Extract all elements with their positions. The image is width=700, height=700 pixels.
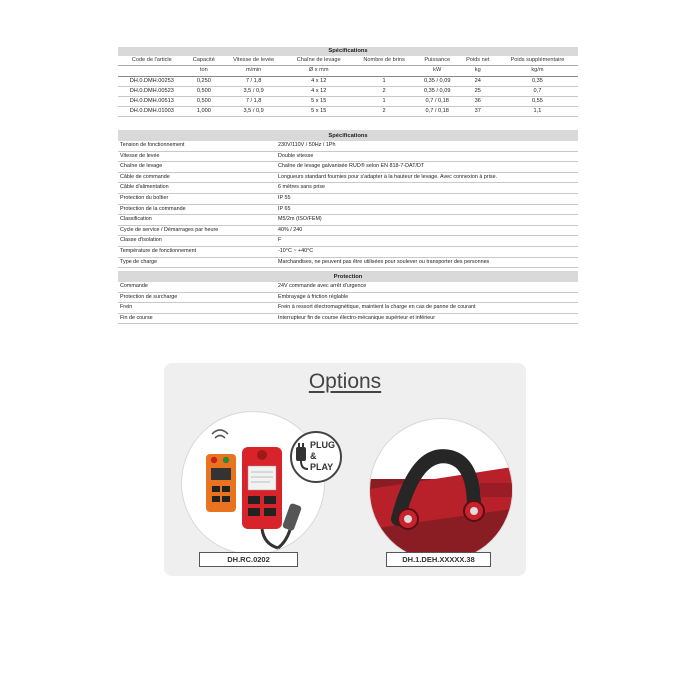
option-code-chain-guide: DH.1.DEH.XXXXX.38 <box>386 552 491 567</box>
row-value: -10°C ~ +40°C <box>276 246 578 257</box>
table-cell: 0,7 / 0,18 <box>416 97 459 107</box>
row-value: 230V/110V / 50Hz / 1Ph <box>276 141 578 151</box>
table-cell: 1,1 <box>497 107 578 117</box>
table-cell: 7 / 1,8 <box>222 76 285 86</box>
unit-cell: m/min <box>222 66 285 76</box>
table-row <box>118 183 578 194</box>
row-value: Longueurs standard fournies pour s'adapter à la hauteur de levage. Avec connexion à prise. <box>276 172 578 183</box>
table-row <box>118 141 578 151</box>
table-cell: 2 <box>352 86 416 96</box>
chain-guide-illustration <box>370 419 512 561</box>
table-row <box>118 282 578 292</box>
row-value: M5/2m (ISO/FEM) <box>276 215 578 226</box>
table-row <box>118 303 578 314</box>
table-row <box>118 292 578 303</box>
table-row <box>118 97 578 107</box>
unit-cell <box>352 66 416 76</box>
unit-cell: ton <box>186 66 223 76</box>
specs-table-title: Spécifications <box>118 47 578 56</box>
table-row <box>118 225 578 236</box>
table-cell: 0,35 / 0,09 <box>416 86 459 96</box>
specs-table <box>118 47 578 117</box>
table-row <box>118 107 578 117</box>
table-cell: 0,500 <box>186 97 223 107</box>
table-row <box>118 172 578 183</box>
wifi-signal-icon <box>212 430 228 438</box>
row-label: Fin de course <box>118 313 276 324</box>
col-header: Poids supplémentaire <box>497 56 578 66</box>
table-cell: 25 <box>459 86 497 96</box>
protection-title: Protection <box>118 271 578 282</box>
table-cell: 36 <box>459 97 497 107</box>
table-cell: 0,55 <box>497 97 578 107</box>
row-value: IP 55 <box>276 193 578 204</box>
row-label: Vitesse de levée <box>118 151 276 162</box>
table-cell: 0,35 <box>497 76 578 86</box>
table-row <box>118 215 578 226</box>
chain-hook-image <box>369 418 513 562</box>
row-label: Classe d'isolation <box>118 236 276 247</box>
small-remote <box>206 454 236 512</box>
row-label: Frein <box>118 303 276 314</box>
unit-cell <box>118 66 186 76</box>
specs-table-section <box>118 47 578 117</box>
row-value: Interrupteur fin de course électro-mécanique supérieur et inférieur <box>276 313 578 324</box>
table-cell: 24 <box>459 76 497 86</box>
table-cell: 4 x 12 <box>285 76 352 86</box>
row-value: 24V commande avec arrêt d'urgence <box>276 282 578 292</box>
row-value: Chaîne de levage galvanisée RUD® selon EN 818-7-DAT/DT <box>276 162 578 173</box>
table-cell: 2 <box>352 107 416 117</box>
table-row <box>118 257 578 268</box>
row-label: Type de charge <box>118 257 276 268</box>
table-row <box>118 236 578 247</box>
col-header: Vitesse de levée <box>222 56 285 66</box>
table-cell: 5 x 15 <box>285 107 352 117</box>
table-cell: 0,7 <box>497 86 578 96</box>
row-label: Tension de fonctionnement <box>118 141 276 151</box>
row-value: Frein à ressort électromagnétique, maintient la charge en cas de panne de courant <box>276 303 578 314</box>
unit-cell: kg <box>459 66 497 76</box>
table-cell: 0,35 / 0,09 <box>416 76 459 86</box>
row-value: IP 65 <box>276 204 578 215</box>
plug-and-play-label <box>310 440 342 473</box>
options-title: Options <box>308 370 382 393</box>
col-header: Puissance <box>416 56 459 66</box>
row-label: Câble d'alimentation <box>118 183 276 194</box>
row-value: 40% / 240 <box>276 225 578 236</box>
row-label: Protection du boîtier <box>118 193 276 204</box>
row-label: Protection de surcharge <box>118 292 276 303</box>
table-cell: DH.0.DMH.00513 <box>118 97 186 107</box>
row-value: Marchandises, ne peuvent pas être utilisées pour soulever ou transporter des personnes <box>276 257 578 268</box>
table-row <box>118 76 578 86</box>
table-cell: DH.0.DMH.00253 <box>118 76 186 86</box>
option-code-remote: DH.RC.0202 <box>199 552 298 567</box>
table-cell: 0,250 <box>186 76 223 86</box>
table-cell: 1 <box>352 76 416 86</box>
table-cell: 37 <box>459 107 497 117</box>
table-cell: 3,5 / 0,9 <box>222 86 285 96</box>
unit-cell: Ø x mm <box>285 66 352 76</box>
col-header: Poids net <box>459 56 497 66</box>
unit-cell: kW <box>416 66 459 76</box>
col-header: Chaîne de levage <box>285 56 352 66</box>
row-value: Embrayage à friction réglable <box>276 292 578 303</box>
protection-table <box>118 271 578 324</box>
row-label: Température de fonctionnement <box>118 246 276 257</box>
table-row <box>118 246 578 257</box>
table-cell: 1 <box>352 97 416 107</box>
plug-label-line1: PLUG & <box>310 440 336 461</box>
connector-plug <box>282 503 302 532</box>
table-cell: DH.0.DMH.00523 <box>118 86 186 96</box>
row-label: Commande <box>118 282 276 292</box>
row-value: 6 mètres sans prise <box>276 183 578 194</box>
col-header: Capacité <box>186 56 223 66</box>
table-cell: 0,500 <box>186 86 223 96</box>
table-row <box>118 313 578 324</box>
row-label: Classification <box>118 215 276 226</box>
table-cell: 4 x 12 <box>285 86 352 96</box>
table-row <box>118 151 578 162</box>
row-value: F <box>276 236 578 247</box>
col-header: Code de l'article <box>118 56 186 66</box>
table-cell: DH.0.DMH.01003 <box>118 107 186 117</box>
table-row <box>118 162 578 173</box>
unit-cell: kg/m <box>497 66 578 76</box>
options-card <box>164 363 526 576</box>
plug-label-line2: PLAY <box>310 462 334 472</box>
table-row <box>118 86 578 96</box>
protection-section <box>118 271 578 324</box>
row-label: Cycle de service / Démarrages par heure <box>118 225 276 236</box>
specs2-section <box>118 130 578 268</box>
table-cell: 3,5 / 0,9 <box>222 107 285 117</box>
row-label: Câble de commande <box>118 172 276 183</box>
table-row <box>118 193 578 204</box>
table-cell: 7 / 1,8 <box>222 97 285 107</box>
specs2-table <box>118 130 578 268</box>
col-header: Nombre de brins <box>352 56 416 66</box>
row-label: Protection de la commande <box>118 204 276 215</box>
table-cell: 0,7 / 0,18 <box>416 107 459 117</box>
table-row <box>118 204 578 215</box>
table-cell: 1,000 <box>186 107 223 117</box>
row-value: Double vitesse <box>276 151 578 162</box>
table-cell: 5 x 15 <box>285 97 352 107</box>
specs2-title: Spécifications <box>118 130 578 141</box>
row-label: Chaîne de levage <box>118 162 276 173</box>
